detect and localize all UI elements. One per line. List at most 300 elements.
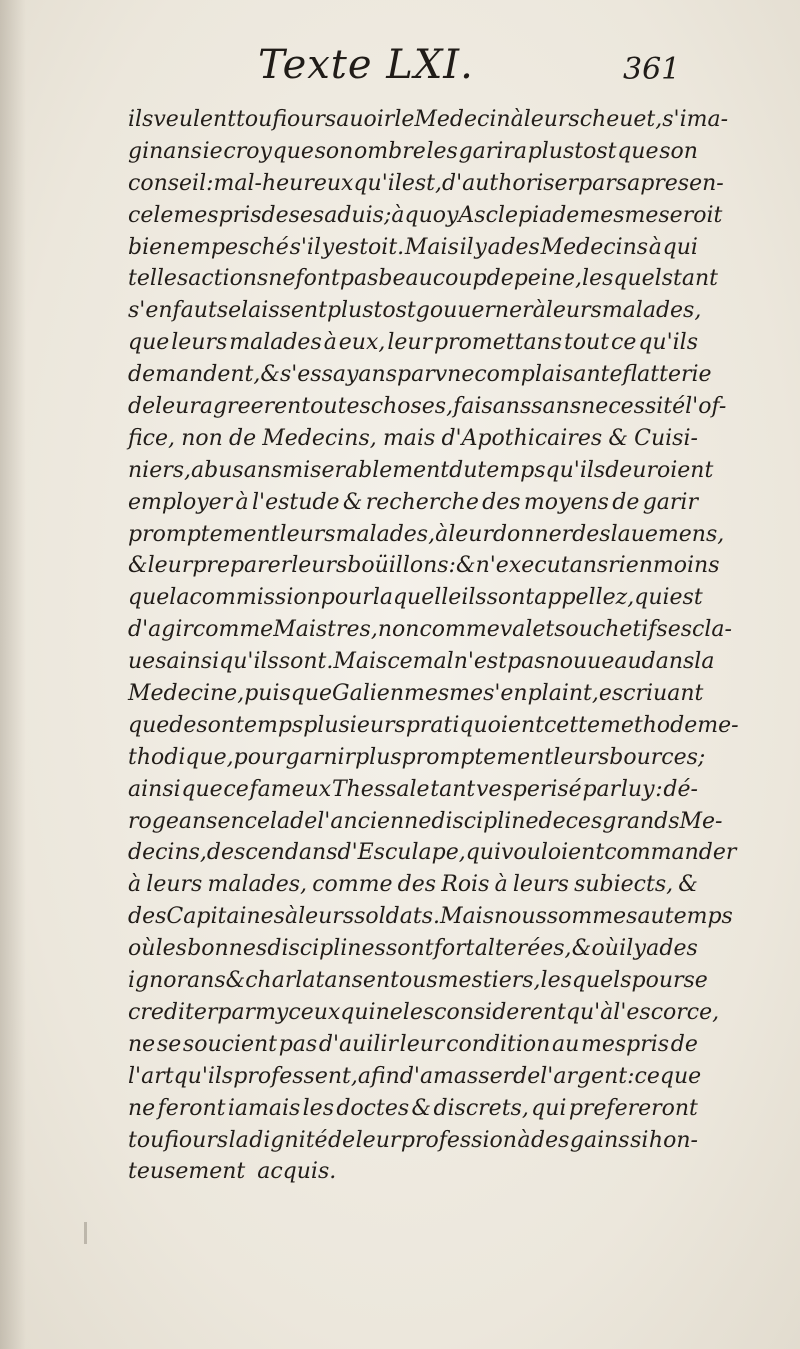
word: d'auilir bbox=[318, 1031, 398, 1057]
word: disciplines bbox=[267, 936, 386, 962]
word: l'estude bbox=[252, 489, 340, 515]
word: de bbox=[486, 266, 514, 292]
text-line bbox=[128, 614, 732, 646]
word: ainsi bbox=[128, 776, 181, 802]
word: ne bbox=[268, 266, 296, 292]
word: de bbox=[513, 1063, 541, 1089]
word: : bbox=[655, 776, 663, 802]
text-line bbox=[128, 136, 698, 168]
word: & bbox=[225, 968, 246, 994]
word: que bbox=[181, 776, 223, 802]
word: veulent bbox=[153, 107, 237, 132]
word: bien bbox=[128, 234, 177, 260]
word: comme bbox=[312, 872, 393, 898]
word: qui bbox=[662, 234, 698, 260]
word: feront bbox=[157, 1095, 226, 1121]
word: choses, bbox=[370, 394, 454, 420]
word: ce bbox=[387, 649, 413, 675]
word: donner bbox=[492, 521, 573, 547]
word: croy bbox=[223, 138, 272, 164]
word: abusans bbox=[191, 457, 283, 483]
text-line bbox=[128, 1061, 702, 1093]
word: qui bbox=[340, 999, 376, 1025]
word: leurs bbox=[298, 904, 355, 930]
word: Rois bbox=[441, 872, 490, 898]
text-line bbox=[128, 933, 698, 965]
word: methode bbox=[600, 712, 698, 738]
text-line bbox=[128, 168, 724, 200]
word: mais bbox=[382, 425, 436, 451]
word: me- bbox=[697, 712, 739, 738]
word: leur bbox=[155, 394, 200, 420]
word: l'ancienne bbox=[317, 808, 432, 834]
word: vesperisé bbox=[476, 776, 582, 802]
word: par bbox=[578, 170, 616, 196]
word: afin bbox=[357, 1063, 400, 1089]
word: s'en bbox=[128, 298, 173, 324]
word: tant bbox=[673, 266, 718, 292]
word: moyens bbox=[523, 489, 609, 515]
word: malades, bbox=[207, 872, 308, 898]
word: boüillons: bbox=[347, 553, 456, 579]
word: leurs bbox=[545, 298, 602, 324]
running-head bbox=[0, 38, 800, 88]
word: y bbox=[633, 936, 646, 962]
word: Asclepiade bbox=[458, 202, 580, 228]
word: qui bbox=[634, 585, 670, 611]
word: qu'il bbox=[353, 170, 402, 196]
word: seroit bbox=[658, 202, 723, 228]
word: mal bbox=[412, 649, 454, 675]
word: l'art bbox=[128, 1063, 174, 1089]
word: pratiquoient bbox=[405, 712, 544, 738]
word: pour bbox=[320, 585, 373, 611]
text-line bbox=[128, 965, 708, 997]
word: ou bbox=[565, 617, 593, 643]
word: promptement bbox=[128, 521, 280, 547]
word: valets bbox=[499, 617, 566, 643]
word: qui bbox=[531, 1095, 567, 1121]
word: preparer bbox=[192, 553, 292, 579]
word: cheuet, bbox=[579, 107, 663, 132]
word: toutes bbox=[301, 394, 371, 420]
word: plustost bbox=[527, 138, 617, 164]
word: d'Apothicaires bbox=[441, 425, 603, 451]
word: se bbox=[683, 968, 708, 994]
word: ses bbox=[288, 202, 325, 228]
word: il bbox=[459, 234, 474, 260]
word: de bbox=[169, 712, 197, 738]
word: Medecin bbox=[414, 107, 511, 132]
text-line bbox=[128, 806, 723, 838]
word: de bbox=[670, 1031, 698, 1057]
word: Mais bbox=[440, 904, 494, 930]
word: commission bbox=[189, 585, 321, 611]
word: fameux bbox=[249, 776, 332, 802]
body-text bbox=[128, 104, 739, 1188]
word: à bbox=[494, 872, 508, 898]
word: fort bbox=[433, 936, 475, 962]
word: s'ima- bbox=[662, 107, 729, 132]
word: dans bbox=[641, 649, 695, 675]
word: malades bbox=[229, 330, 322, 356]
word: tous bbox=[390, 968, 438, 994]
word: qui bbox=[465, 840, 501, 866]
text-line bbox=[128, 359, 712, 391]
text-line bbox=[128, 582, 703, 614]
word: quoy bbox=[404, 202, 459, 228]
word: des bbox=[501, 234, 540, 260]
word: complaisante bbox=[474, 362, 623, 388]
word: Cuisi- bbox=[634, 425, 698, 451]
word: se bbox=[216, 298, 242, 324]
word: ce bbox=[128, 202, 154, 228]
word: de bbox=[128, 394, 156, 420]
word: l'argent bbox=[540, 1063, 628, 1089]
text-line bbox=[128, 200, 723, 232]
word: les bbox=[302, 1095, 334, 1121]
word: qu'ils bbox=[545, 457, 606, 483]
word: au bbox=[637, 904, 665, 930]
word: de bbox=[538, 808, 566, 834]
word: : bbox=[206, 170, 214, 196]
word: les bbox=[426, 138, 458, 164]
word: à bbox=[284, 904, 299, 930]
word: par bbox=[397, 362, 435, 388]
word: ils bbox=[128, 107, 154, 132]
word: escla- bbox=[667, 617, 732, 643]
word: à bbox=[235, 489, 249, 515]
word: laquelle bbox=[372, 585, 462, 611]
word: est, bbox=[401, 170, 442, 196]
word: à bbox=[323, 330, 337, 356]
word: toufiours bbox=[128, 1127, 229, 1153]
word: laissent bbox=[241, 298, 327, 324]
word: & bbox=[411, 1095, 432, 1121]
word: ne bbox=[128, 1031, 156, 1057]
text-line bbox=[128, 1093, 698, 1125]
word: agreer bbox=[199, 394, 275, 420]
word: y bbox=[321, 234, 335, 260]
text-line bbox=[128, 327, 698, 359]
word: pas bbox=[278, 1031, 318, 1057]
word: d'Esculape, bbox=[337, 840, 466, 866]
word: doctes bbox=[336, 1095, 410, 1121]
word: la bbox=[694, 649, 715, 675]
word: alterées, bbox=[474, 936, 572, 962]
word: garir bbox=[642, 489, 698, 515]
word: il bbox=[619, 936, 634, 962]
word: font bbox=[295, 266, 340, 292]
word: que bbox=[128, 585, 170, 611]
word: son bbox=[314, 138, 354, 164]
word: promettans bbox=[434, 330, 563, 356]
word: leurs bbox=[171, 330, 228, 356]
word: ils bbox=[461, 585, 487, 611]
word: qu'à bbox=[565, 999, 614, 1025]
word: s'essayans bbox=[279, 362, 398, 388]
word: telles bbox=[128, 266, 189, 292]
word: l'escorce, bbox=[613, 999, 720, 1025]
word: leurs bbox=[291, 553, 348, 579]
word: son bbox=[196, 712, 236, 738]
word: que bbox=[128, 712, 170, 738]
word: discipline bbox=[431, 808, 539, 834]
word: leurs bbox=[279, 521, 336, 547]
word: les bbox=[402, 999, 435, 1025]
text-line bbox=[128, 869, 698, 901]
word: ie bbox=[202, 138, 223, 164]
text-line bbox=[128, 837, 737, 869]
text-line bbox=[128, 1156, 698, 1188]
word: discrets, bbox=[433, 1095, 529, 1121]
word: des bbox=[572, 521, 611, 547]
word: ; bbox=[383, 202, 392, 228]
word: d'authoriser bbox=[442, 170, 579, 196]
word: flatterie bbox=[622, 362, 712, 388]
word: & bbox=[455, 553, 476, 579]
word: mespris bbox=[580, 1031, 670, 1057]
word: Maistres, bbox=[273, 617, 378, 643]
word: crediter bbox=[128, 999, 218, 1025]
text-line bbox=[128, 232, 698, 264]
word: Medecine, bbox=[128, 681, 245, 707]
word: ne bbox=[128, 1095, 156, 1121]
word: lauemens, bbox=[610, 521, 725, 547]
page-number: 361 bbox=[623, 52, 681, 87]
word: recherche bbox=[365, 489, 479, 515]
word: tant bbox=[430, 776, 476, 802]
word: soldats. bbox=[354, 904, 441, 930]
word: subiects, bbox=[574, 872, 674, 898]
word: garira bbox=[458, 138, 527, 164]
word: mesme bbox=[579, 202, 659, 228]
word: qu'ils bbox=[638, 330, 698, 356]
word: vouloient bbox=[501, 840, 605, 866]
word: acquis. bbox=[257, 1159, 337, 1185]
text-line bbox=[128, 1029, 698, 1061]
text-line bbox=[128, 263, 718, 295]
word: fice, bbox=[128, 425, 176, 451]
word: la bbox=[228, 1127, 249, 1153]
word: temps bbox=[664, 904, 733, 930]
word: ce bbox=[611, 330, 637, 356]
word: Me- bbox=[679, 808, 723, 834]
word: temps bbox=[477, 457, 546, 483]
text-line bbox=[128, 487, 698, 519]
word: escriuant bbox=[598, 681, 704, 707]
word: puis bbox=[244, 681, 291, 707]
word: professent, bbox=[233, 1063, 358, 1089]
word: teusement bbox=[128, 1159, 246, 1185]
word: decins, bbox=[128, 840, 207, 866]
word: en bbox=[274, 394, 302, 420]
text-line bbox=[128, 646, 715, 678]
word: empesché bbox=[177, 234, 289, 260]
word: pour bbox=[233, 744, 286, 770]
word: Mais bbox=[333, 649, 388, 675]
word: conseil bbox=[128, 170, 207, 196]
word: bources; bbox=[609, 744, 706, 770]
text-line bbox=[128, 519, 725, 551]
word: de bbox=[261, 202, 289, 228]
word: miserablement bbox=[282, 457, 450, 483]
word: mal-heureux bbox=[213, 170, 354, 196]
paper-mark bbox=[84, 1222, 87, 1244]
word: y bbox=[474, 234, 487, 260]
word: bonnes bbox=[187, 936, 268, 962]
word: sont bbox=[486, 585, 535, 611]
word: à bbox=[128, 872, 142, 898]
word: condition bbox=[446, 1031, 551, 1057]
word: soucient bbox=[182, 1031, 278, 1057]
word: se bbox=[156, 1031, 182, 1057]
word: sommes bbox=[546, 904, 638, 930]
word: s'il bbox=[289, 234, 321, 260]
word: non bbox=[377, 617, 420, 643]
word: par bbox=[582, 776, 621, 802]
word: à bbox=[532, 298, 546, 324]
word: hon- bbox=[648, 1127, 698, 1153]
word: grands bbox=[602, 808, 680, 834]
word: leurs bbox=[553, 744, 610, 770]
word: rogeans bbox=[128, 808, 218, 834]
word: de bbox=[612, 489, 640, 515]
word: ce bbox=[223, 776, 249, 802]
word: rien bbox=[608, 553, 653, 579]
word: sont. bbox=[278, 649, 334, 675]
word: Mais bbox=[404, 234, 459, 260]
text-line bbox=[128, 774, 698, 806]
word: eux, bbox=[338, 330, 386, 356]
word: prefereront bbox=[568, 1095, 698, 1121]
word: garnir bbox=[285, 744, 356, 770]
word: du bbox=[449, 457, 478, 483]
word: malades, bbox=[601, 298, 702, 324]
text-line bbox=[128, 1125, 698, 1157]
text-line bbox=[128, 423, 698, 455]
word: vne bbox=[434, 362, 475, 388]
word: dé- bbox=[663, 776, 698, 802]
word: & bbox=[678, 872, 698, 898]
word: que bbox=[290, 681, 333, 707]
word: si bbox=[630, 1127, 649, 1153]
word: le bbox=[153, 202, 174, 228]
word: plustost bbox=[326, 298, 416, 324]
word: tout bbox=[563, 330, 610, 356]
word: à bbox=[435, 521, 449, 547]
word: pas bbox=[507, 649, 546, 675]
word: gains bbox=[569, 1127, 630, 1153]
word: l'of- bbox=[685, 394, 727, 420]
word: sont bbox=[385, 936, 434, 962]
word: Galien bbox=[332, 681, 404, 707]
word: lesquels bbox=[582, 266, 673, 292]
word: deuroient bbox=[605, 457, 714, 483]
word: d'agir bbox=[128, 617, 193, 643]
text-line bbox=[128, 997, 720, 1029]
word: plaint, bbox=[527, 681, 599, 707]
word: iamais bbox=[227, 1095, 301, 1121]
word: pour bbox=[631, 968, 684, 994]
binding-shadow bbox=[0, 0, 26, 1349]
word: à bbox=[510, 107, 524, 132]
word: considerent bbox=[434, 999, 566, 1025]
word: a bbox=[646, 936, 660, 962]
word: s'en bbox=[483, 681, 528, 707]
word: charlatans bbox=[245, 968, 363, 994]
word: le bbox=[394, 107, 415, 132]
text-line bbox=[128, 295, 702, 327]
word: descendans bbox=[206, 840, 338, 866]
word: leurs bbox=[512, 872, 569, 898]
word: comme bbox=[419, 617, 500, 643]
word: ne bbox=[375, 999, 403, 1025]
word: à bbox=[648, 234, 662, 260]
word: ainsi bbox=[166, 649, 220, 675]
word: ginans bbox=[128, 138, 202, 164]
word: sans bbox=[531, 394, 582, 420]
word: n'est bbox=[453, 649, 508, 675]
word: peine, bbox=[513, 266, 583, 292]
word: malades, bbox=[335, 521, 436, 547]
word: ombre bbox=[354, 138, 426, 164]
word: des bbox=[531, 1127, 570, 1153]
word: leurs bbox=[523, 107, 580, 132]
word: des bbox=[397, 872, 437, 898]
text-line bbox=[128, 455, 714, 487]
word: & bbox=[571, 936, 592, 962]
word: leur bbox=[399, 1031, 445, 1057]
word: leur bbox=[448, 521, 493, 547]
word: mesme bbox=[404, 681, 484, 707]
word: en bbox=[362, 968, 391, 994]
chapter-heading: Texte LXI. bbox=[258, 42, 474, 88]
word: Thessale bbox=[331, 776, 430, 802]
text-line bbox=[128, 104, 729, 136]
word: necessité bbox=[581, 394, 686, 420]
word: ceux bbox=[288, 999, 341, 1025]
word: Medecins bbox=[540, 234, 649, 260]
word: pas bbox=[339, 266, 379, 292]
word: & bbox=[608, 425, 628, 451]
word: qu'ils bbox=[219, 649, 279, 675]
word: & bbox=[342, 489, 363, 515]
word: faut bbox=[172, 298, 217, 324]
word: non bbox=[181, 425, 223, 451]
word: actions bbox=[188, 266, 269, 292]
word: qu'ils bbox=[173, 1063, 234, 1089]
word: commander bbox=[604, 840, 737, 866]
word: de bbox=[328, 1127, 356, 1153]
word: leurs bbox=[146, 872, 203, 898]
word: luy bbox=[620, 776, 655, 802]
word: cette bbox=[543, 712, 601, 738]
word: comme bbox=[192, 617, 274, 643]
word: aduis bbox=[324, 202, 384, 228]
word: parmy bbox=[217, 999, 289, 1025]
word: moins bbox=[652, 553, 720, 579]
word: faisans bbox=[453, 394, 532, 420]
word: la bbox=[169, 585, 190, 611]
word: sa bbox=[615, 170, 641, 196]
word: cela bbox=[244, 808, 291, 834]
word: chetifs bbox=[592, 617, 668, 643]
word: des bbox=[482, 489, 521, 515]
word: Capitaines bbox=[166, 904, 285, 930]
word: temps bbox=[235, 712, 304, 738]
word: & bbox=[260, 362, 280, 388]
